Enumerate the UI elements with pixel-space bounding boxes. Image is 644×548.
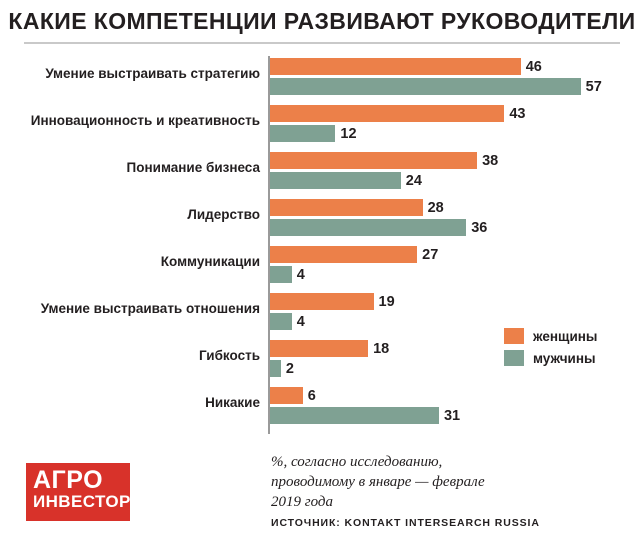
bar-group — [270, 58, 602, 98]
category-label: Умение выстраивать отношения — [40, 301, 260, 316]
chart-legend — [504, 328, 634, 372]
bar-value-label: 31 — [443, 407, 461, 424]
bar-value-label: 6 — [307, 387, 316, 404]
bar-value-label: 12 — [340, 125, 357, 142]
bar-men — [270, 125, 357, 142]
category-label: Умение выстраивать стратегию — [45, 66, 260, 81]
bar-value-label: 19 — [378, 293, 395, 310]
legend-swatch-women — [504, 328, 524, 344]
category-label: Лидерство — [187, 207, 260, 222]
legend-label-men: мужчины — [533, 350, 596, 366]
chart-row — [0, 150, 644, 197]
category-label: Гибкость — [198, 348, 260, 363]
bar-value-label: 4 — [296, 313, 305, 330]
bar-group — [270, 387, 461, 427]
bar-value-label: 36 — [471, 219, 488, 236]
bar-value-label: 57 — [585, 78, 602, 95]
category-label: Инновационность и креативность — [30, 113, 260, 128]
legend-swatch-men — [504, 350, 524, 366]
bar-value-label: 4 — [296, 266, 305, 283]
legend-item-women — [504, 328, 634, 344]
logo-line-1: АГРО — [33, 466, 104, 494]
bar-women — [270, 105, 526, 122]
legend-label-women: женщины — [533, 328, 598, 344]
bar-men — [270, 219, 488, 236]
bar-women — [270, 58, 542, 75]
bar-men — [270, 313, 305, 330]
bar-men — [270, 172, 422, 189]
bar-group — [270, 246, 439, 286]
bar-men — [270, 360, 294, 377]
bar-value-label: 27 — [422, 246, 439, 263]
chart-row — [0, 385, 644, 432]
title-divider — [24, 42, 620, 44]
bar-value-label: 2 — [285, 360, 294, 377]
agroinvestor-logo — [26, 463, 130, 521]
page-title: КАКИЕ КОМПЕТЕНЦИИ РАЗВИВАЮТ РУКОВОДИТЕЛИ — [8, 8, 636, 34]
note-line-3: 2019 года — [271, 494, 333, 510]
bar-women — [270, 387, 316, 404]
bar-men — [270, 78, 602, 95]
category-label: Коммуникации — [160, 254, 260, 269]
bar-women — [270, 152, 499, 169]
bar-men — [270, 266, 305, 283]
bar-group — [270, 199, 488, 239]
bar-value-label: 38 — [482, 152, 499, 169]
category-label: Понимание бизнеса — [126, 160, 260, 175]
bar-group — [270, 340, 390, 380]
bar-chart — [0, 56, 644, 446]
note-line-1: %, согласно исследованию, — [271, 454, 443, 470]
source-credit: ИСТОЧНИК: KONTAKT INTERSEARCH RUSSIA — [271, 517, 540, 529]
logo-line-2: ИНВЕСТОР — [33, 492, 131, 511]
bar-women — [270, 246, 439, 263]
bar-value-label: 43 — [509, 105, 526, 122]
bar-group — [270, 152, 499, 192]
bar-women — [270, 199, 444, 216]
chart-row — [0, 103, 644, 150]
category-label: Никакие — [205, 395, 260, 410]
bar-value-label: 18 — [373, 340, 390, 357]
bar-value-label: 46 — [525, 58, 542, 75]
chart-row — [0, 244, 644, 291]
chart-row — [0, 56, 644, 103]
bar-men — [270, 407, 461, 424]
bar-value-label: 28 — [427, 199, 444, 216]
chart-note — [271, 452, 601, 512]
bar-women — [270, 340, 390, 357]
bar-group — [270, 105, 526, 145]
bar-group — [270, 293, 395, 333]
note-line-2: проводимому в январе — феврале — [271, 474, 485, 490]
bar-women — [270, 293, 395, 310]
legend-item-men — [504, 350, 634, 366]
bar-value-label: 24 — [405, 172, 422, 189]
chart-row — [0, 197, 644, 244]
